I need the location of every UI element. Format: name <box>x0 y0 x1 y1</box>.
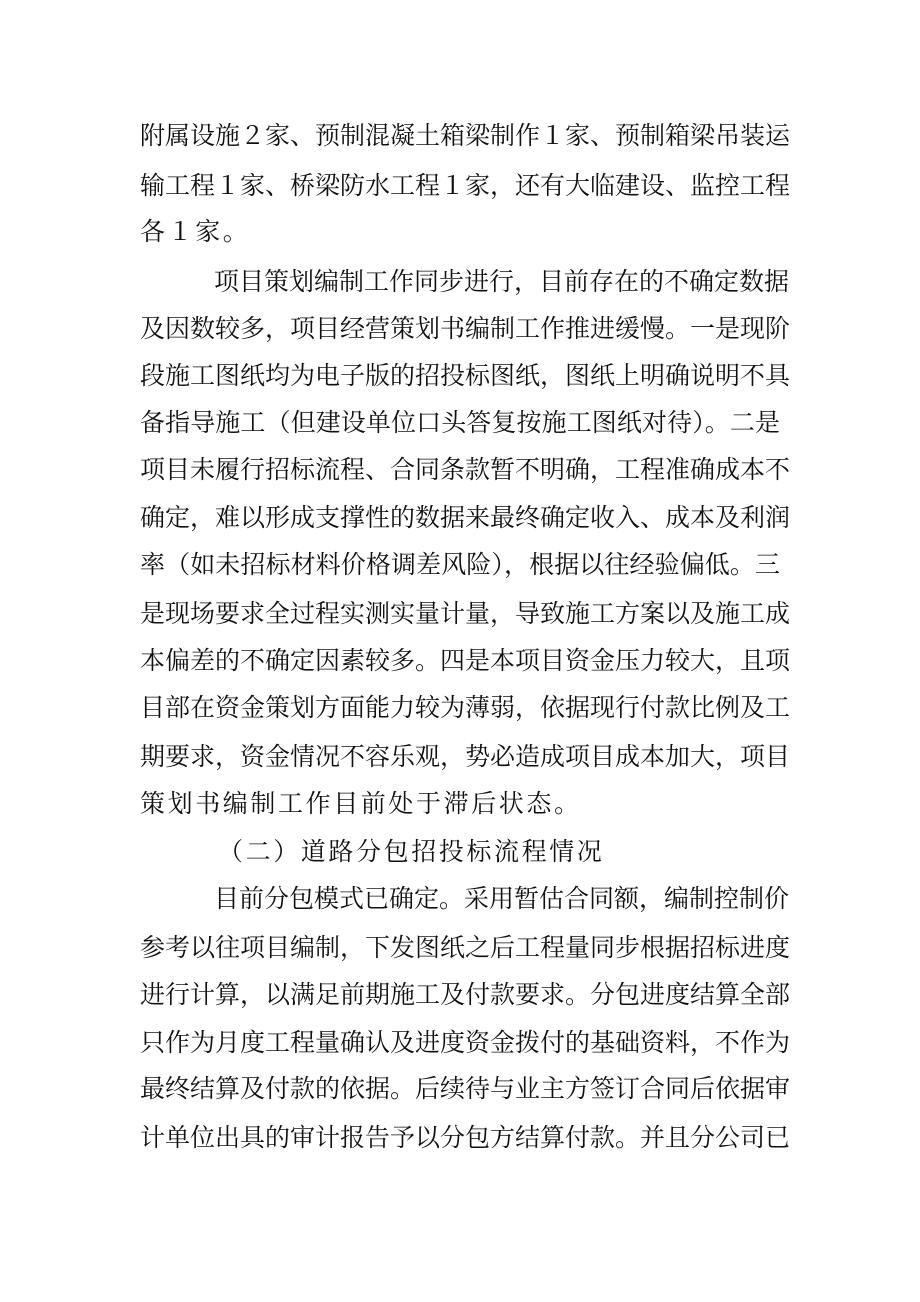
text-line: 最终结算及付款的依据。后续待与业主方签订合同后依据审 <box>140 1074 791 1103</box>
text-line: 备指导施工（但建设单位口头答复按施工图纸对待）。二是 <box>140 408 780 437</box>
text-line: 进行计算，以满足前期施工及付款要求。分包进度结算全部 <box>140 980 791 1009</box>
text-line: 率（如未招标材料价格调差风险），根据以往经验偏低。三 <box>140 550 780 579</box>
text-line: 策划书编制工作目前处于滞后状态。 <box>140 789 582 818</box>
text-line: 只作为月度工程量确认及进度资金拨付的基础资料，不作为 <box>140 1028 791 1057</box>
text-line: 及因数较多，项目经营策划书编制工作推进缓慢。一是现阶 <box>140 314 791 343</box>
text-line: 各１家。 <box>140 217 251 246</box>
paragraph-first-line: 目前分包模式已确定。采用暂估合同额，编制控制价 <box>214 884 790 913</box>
text-line: 输工程１家、桥梁防水工程１家，还有大临建设、监控工程 <box>140 171 791 200</box>
text-line: 项目未履行招标流程、合同条款暂不明确，工程准确成本不 <box>140 455 791 484</box>
text-line: 期要求，资金情况不容乐观，势必造成项目成本加大，项目 <box>140 742 791 771</box>
text-line: 计单位出具的审计报告予以分包方结算付款。并且分公司已 <box>140 1123 791 1152</box>
text-line: 附属设施２家、预制混凝土箱梁制作１家、预制箱梁吊装运 <box>140 121 791 150</box>
text-line: 目部在资金策划方面能力较为薄弱，依据现行付款比例及工 <box>140 693 791 722</box>
text-line: 是现场要求全过程实测实量计量，导致施工方案以及施工成 <box>140 599 791 628</box>
text-line: 确定，难以形成支撑性的数据来最终确定收入、成本及利润 <box>140 503 791 532</box>
section-heading: （二）道路分包招投标流程情况 <box>218 837 605 866</box>
text-line: 参考以往项目编制，下发图纸之后工程量同步根据招标进度 <box>140 933 791 962</box>
text-line: 段施工图纸均为电子版的招投标图纸，图纸上明确说明不具 <box>140 361 791 390</box>
paragraph-first-line: 项目策划编制工作同步进行，目前存在的不确定数据 <box>214 267 790 296</box>
text-line: 本偏差的不确定因素较多。四是本项目资金压力较大，且项 <box>140 646 791 675</box>
